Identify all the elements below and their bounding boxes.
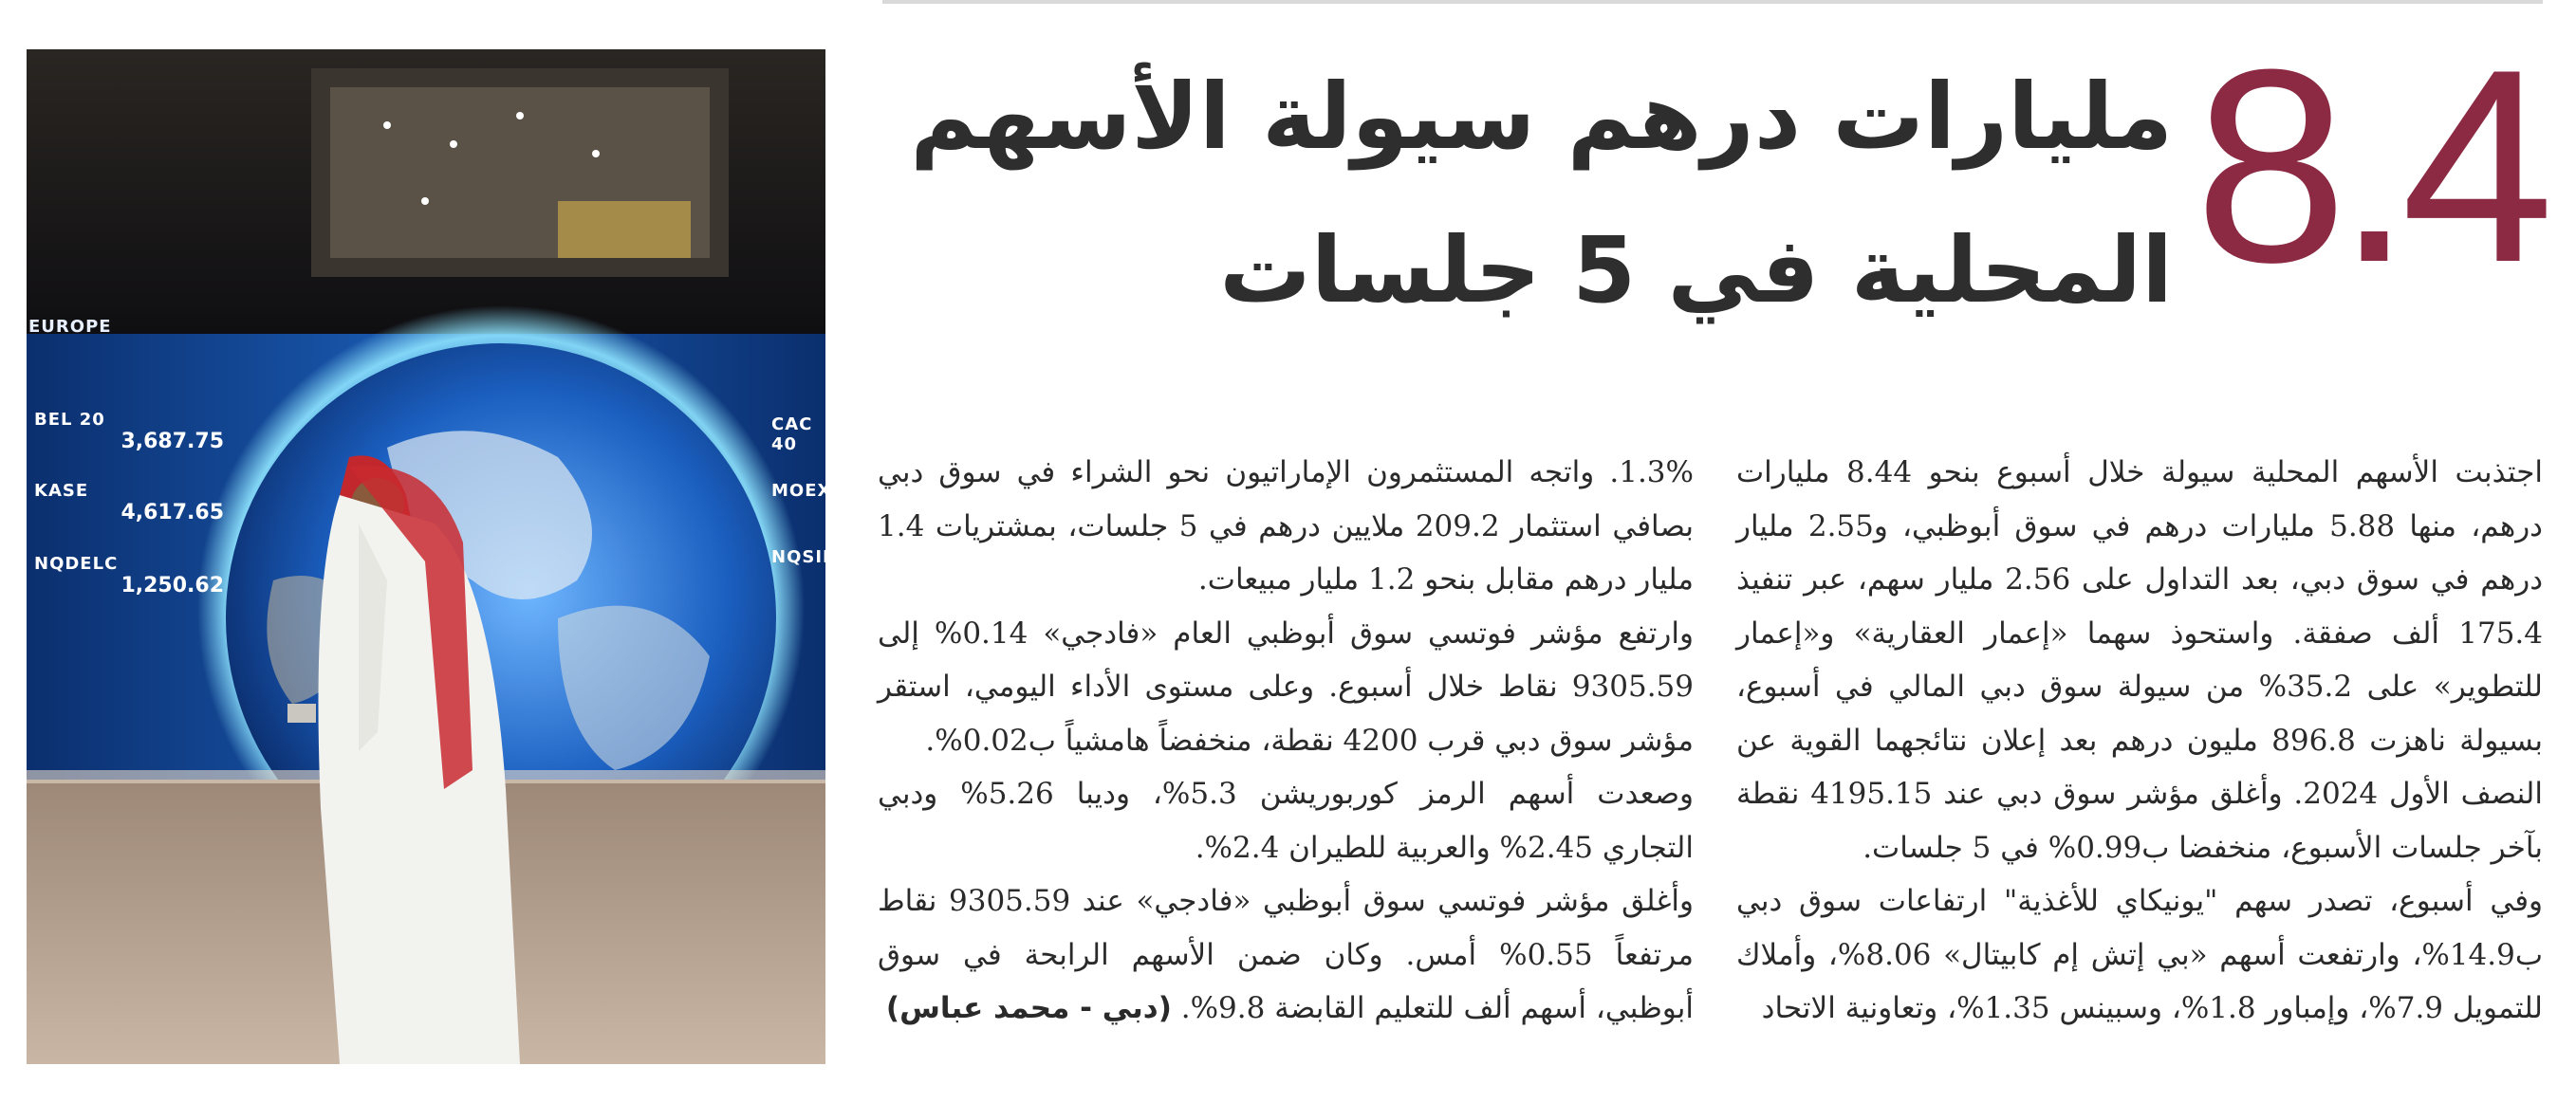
article-column-left [878,446,1694,1072]
ticker-nqdelc [34,554,224,597]
ticker-name: KASE [34,481,89,501]
paragraph: 1.3%. واتجه المستثمرون الإماراتيون نحو الشراء في سوق دبي بصافي استثمار 209.2 ملايين درهم في 5 جلسات، بمشتريات 1.4 مليار درهم مقابل بنحو 1.2 مليار مبيعات. [878,455,1694,597]
ticker-moex [771,481,831,501]
ticker-kase [34,481,224,524]
paragraph: اجتذبت الأسهم المحلية سيولة خلال أسبوع بنحو 8.44 مليارات درهم، منها 5.88 مليارات درهم في سوق أبوظبي، و2.55 مليار درهم في سوق دبي، بعد التداول على 2.56 مليار سهم، عبر تنفيذ 175.4 ألف صفقة. واستحوذ سهما «إعمار العقارية» و«إعمار للتطوير» على 35.2% من سيولة سوق دبي المالي في أسبوع، بسيولة ناهزت 896.8 مليون درهم بعد إعلان نتائجهما القوية عن النصف الأول 2024. وأغلق مؤشر سوق دبي عند 4195.15 نقطة بآخر جلسات الأسبوع، منخفضا ب0.99% في 5 جلسات. [1736,455,2544,865]
headline-line-1: مليارات درهم سيولة الأسهم [910,64,2173,170]
ticker-name: BEL 20 [34,410,105,430]
screen-label: EUROPE [28,317,112,337]
ticker-value: 1,250.62 [120,574,224,597]
article-photo [27,49,835,1064]
headline-number: 8.4 [2194,12,2543,320]
ticker-value: 3,687.75 [120,430,224,453]
ticker-name: NQDELC [34,554,119,574]
paragraph-text: وأغلق مؤشر فوتسي سوق أبوظبي «فادجي» عند 9305.59 نقاط مرتفعاً 0.55% أمس. وكان ضمن الأسهم الرابحة في سوق أبوظبي، أسهم ألف للتعليم القابضة 9.8%. [878,884,1695,1025]
paragraph-final [878,874,1694,1036]
headline-line-2: المحلية في 5 جلسات [1219,217,2173,323]
ticker-cac40 [771,414,825,454]
ticker-nqsil [771,547,835,567]
headline [873,40,2173,347]
ticker-value: 4,617.65 [120,501,224,524]
paragraph: وصعدت أسهم الرمز كوربوريشن 5.3%، وديبا 5.26% ودبي التجاري 2.45% والعربية للطيران 2.4%. [878,777,1694,865]
ticker-name: NQSIL [771,547,835,567]
article-column-right [1736,446,2543,1072]
byline: (دبي - محمد عباس) [885,991,1172,1025]
ticker-name: MOEX [771,481,832,501]
ticker-name: CAC 40 [771,414,813,454]
ticker-bel20 [34,410,224,453]
paragraph: وارتفع مؤشر فوتسي سوق أبوظبي العام «فادجي» 0.14% إلى 9305.59 نقاط خلال أسبوع. وعلى مستوى الأداء اليومي، استقر مؤشر سوق دبي قرب 4200 نقطة، منخفضاً هامشياً ب0.02%. [878,616,1694,758]
top-rule [882,0,2543,4]
paragraph: وفي أسبوع، تصدر سهم "يونيكاي للأغذية" ارتفاعات سوق دبي ب14.9%، وارتفعت أسهم «بي إتش إم كابيتال» 8.06%، وأملاك للتمويل 7.9%، وإمباور 1.8%، وسبينس 1.35%، وتعاونية الاتحاد [1736,884,2543,1025]
